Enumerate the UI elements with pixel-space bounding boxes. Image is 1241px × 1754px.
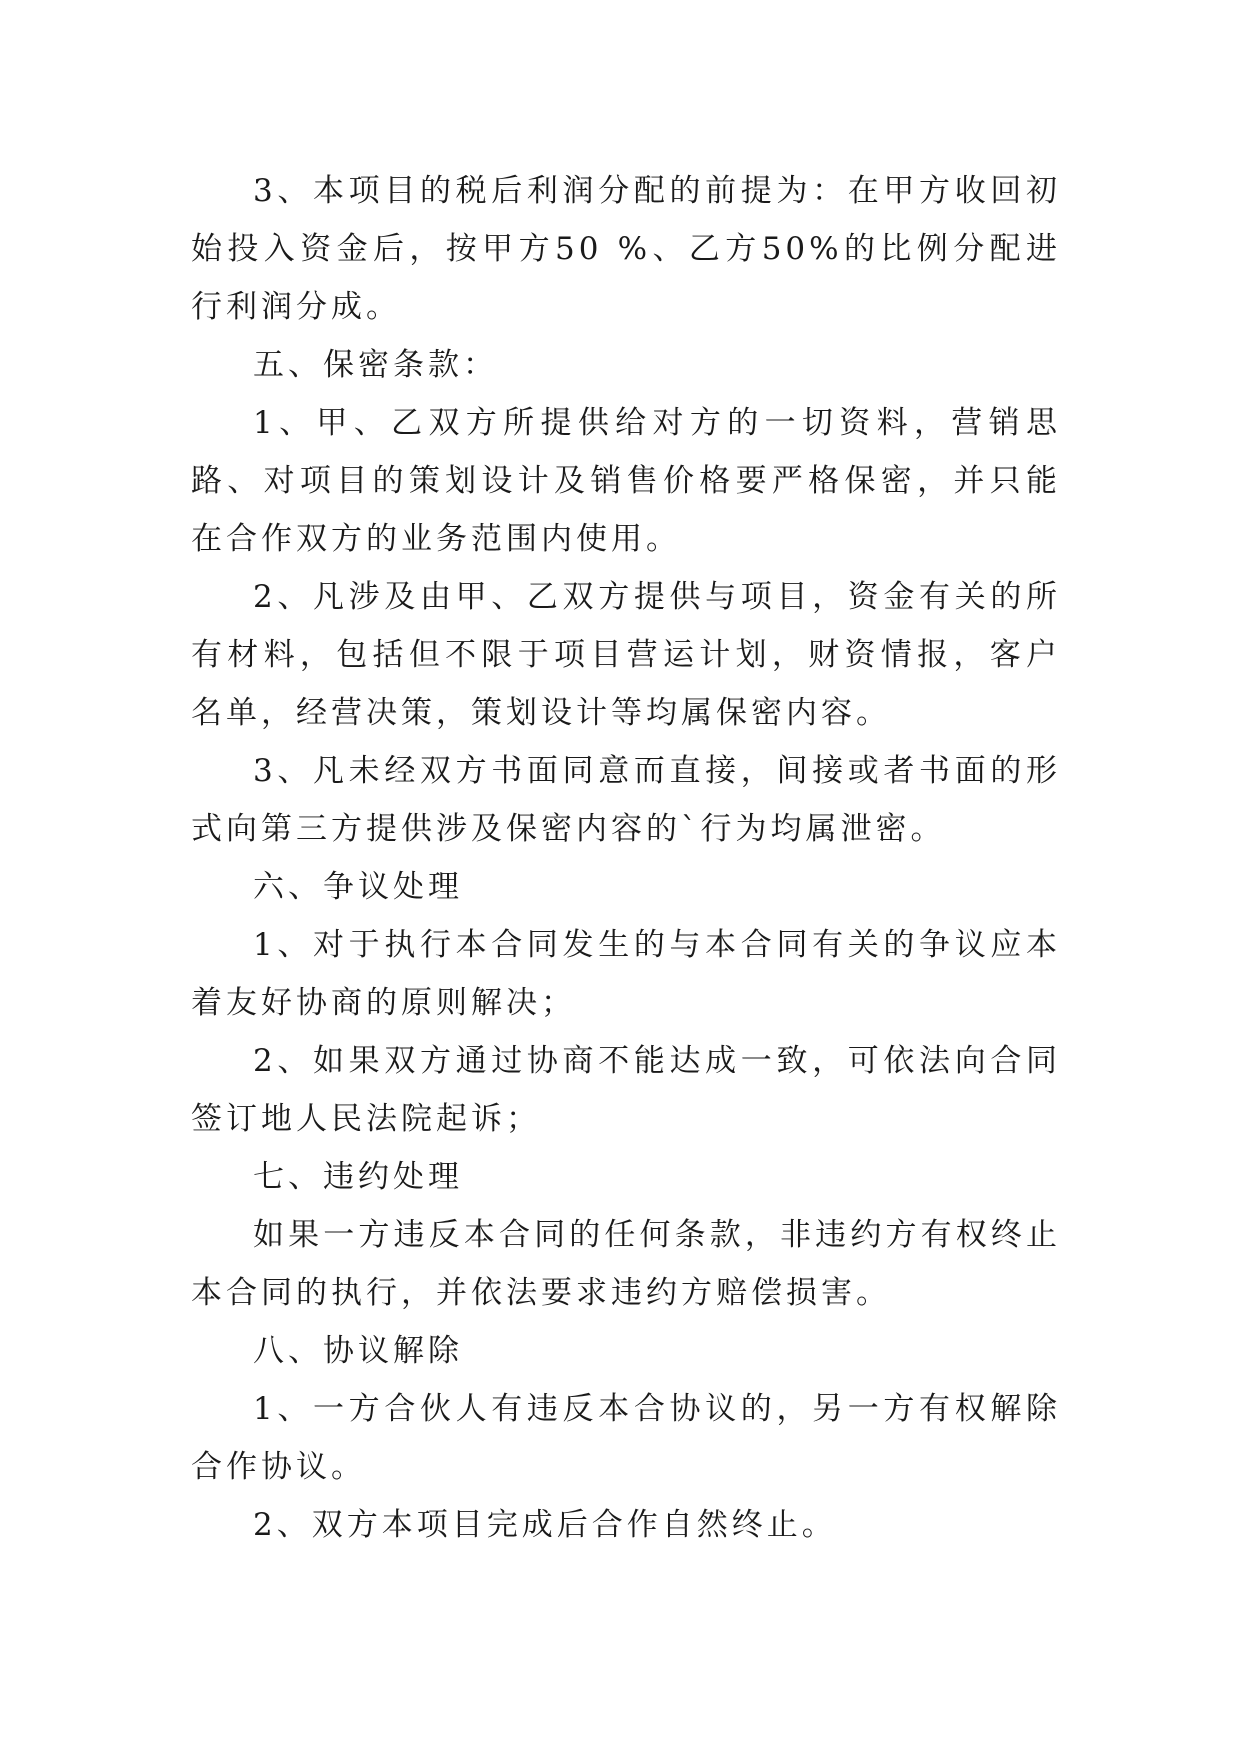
- heading-termination: 八、协议解除: [253, 1333, 463, 1369]
- paragraph-profit-distribution: 3、本项目的税后利润分配的前提为：在甲方收回初始投入资金后，按甲方50 %、乙方50%的比例分配进行利润分成。: [191, 173, 1061, 325]
- paragraph-dispute-2: 2、如果双方通过协商不能达成一致，可依法向合同签订地人民法院起诉；: [191, 1043, 1061, 1137]
- document-body: [191, 162, 1061, 1554]
- heading-dispute: 六、争议处理: [253, 869, 463, 905]
- heading-breach: 七、违约处理: [253, 1159, 463, 1195]
- paragraph-confidentiality-2: 2、凡涉及由甲、乙双方提供与项目，资金有关的所有材料，包括但不限于项目营运计划，财资情报，客户名单，经营决策，策划设计等均属保密内容。: [191, 579, 1061, 731]
- paragraph-confidentiality-3: 3、凡未经双方书面同意而直接，间接或者书面的形式向第三方提供涉及保密内容的`行为均属泄密。: [191, 753, 1061, 847]
- paragraph-termination-2: 2、双方本项目完成后合作自然终止。: [253, 1507, 837, 1543]
- heading-confidentiality: 五、保密条款：: [253, 347, 498, 383]
- paragraph-termination-1: 1、一方合伙人有违反本合协议的，另一方有权解除合作协议。: [191, 1391, 1061, 1485]
- paragraph-dispute-1: 1、对于执行本合同发生的与本合同有关的争议应本着友好协商的原则解决；: [191, 927, 1061, 1021]
- paragraph-breach: 如果一方违反本合同的任何条款，非违约方有权终止本合同的执行，并依法要求违约方赔偿损害。: [191, 1217, 1061, 1311]
- paragraph-confidentiality-1: 1、甲、乙双方所提供给对方的一切资料，营销思路、对项目的策划设计及销售价格要严格保密，并只能在合作双方的业务范围内使用。: [191, 405, 1061, 557]
